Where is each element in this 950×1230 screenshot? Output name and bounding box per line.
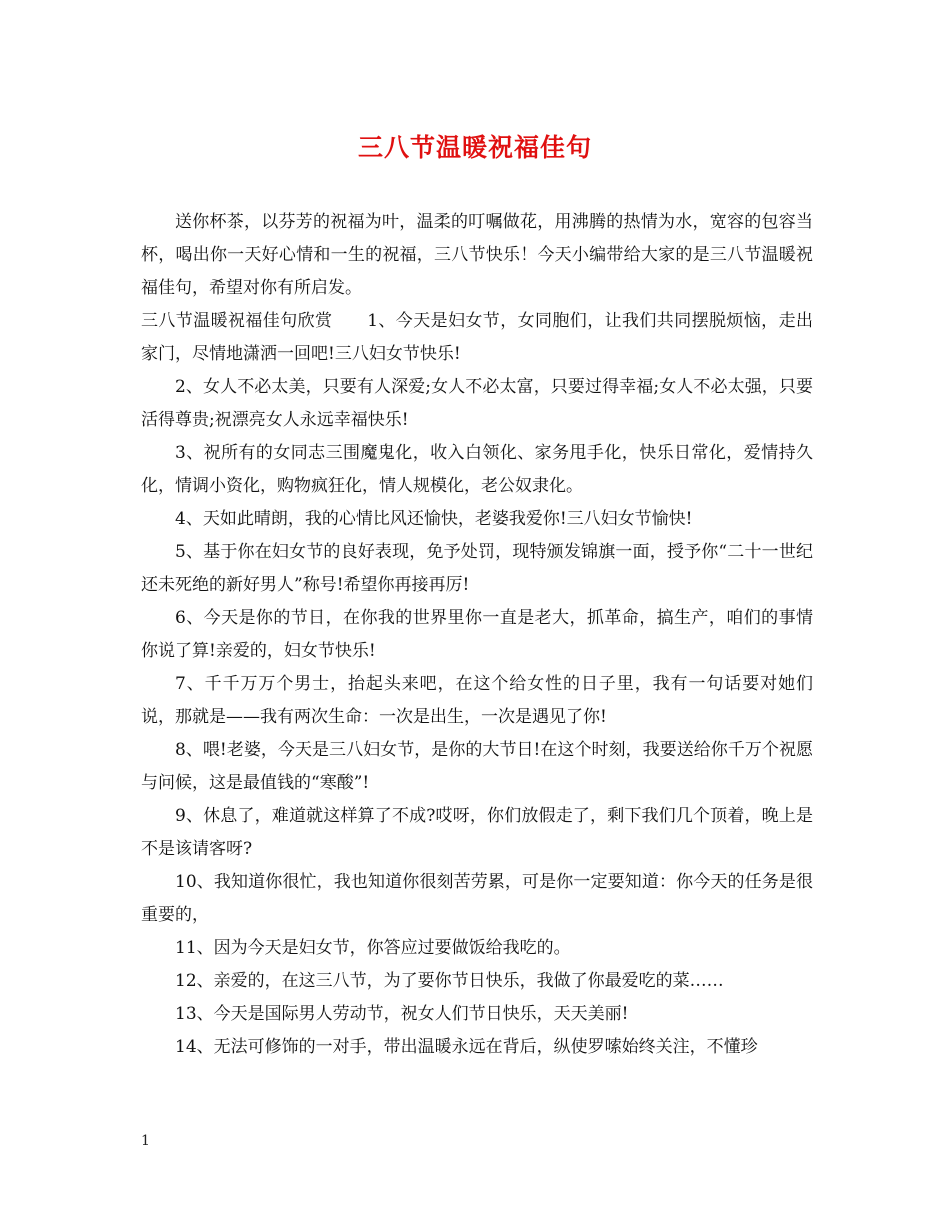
paragraph-7: 7、千千万万个男士，抬起头来吧，在这个给女性的日子里，我有一句话要对她们说，那就是——我有两次生命：一次是出生，一次是遇见了你! <box>141 674 813 727</box>
paragraph-9: 9、休息了，难道就这样算了不成?哎呀，你们放假走了，剩下我们几个顶着，晚上是不是该请客呀? <box>141 806 813 859</box>
paragraph-3: 3、祝所有的女同志三围魔鬼化，收入白领化、家务甩手化，快乐日常化，爱情持久化，情调小资化，购物疯狂化，情人规模化，老公奴隶化。 <box>141 443 813 496</box>
paragraph-14: 14、无法可修饰的一对手，带出温暖永远在背后，纵使罗嗦始终关注，不懂珍 <box>175 1037 758 1057</box>
paragraph-11: 11、因为今天是妇女节，你答应过要做饭给我吃的。 <box>175 938 571 958</box>
document-title: 三八节温暖祝福佳句 <box>357 133 592 162</box>
paragraph-5: 5、基于你在妇女节的良好表现，免予处罚，现特颁发锦旗一面，授予你“二十一世纪还未死绝的新好男人”称号!希望你再接再厉! <box>141 542 813 595</box>
document-body <box>141 206 813 1064</box>
paragraph-4: 4、天如此晴朗，我的心情比风还愉快，老婆我爱你!三八妇女节愉快! <box>175 509 693 529</box>
paragraph-intro: 送你杯茶，以芬芳的祝福为叶，温柔的叮嘱做花，用沸腾的热情为水，宽容的包容当杯，喝出你一天好心情和一生的祝福，三八节快乐！今天小编带给大家的是三八节温暖祝福佳句，希望对你有所启发。 <box>141 212 813 298</box>
paragraph-8: 8、喂!老婆，今天是三八妇女节，是你的大节日!在这个时刻，我要送给你千万个祝愿与问候，这是最值钱的“寒酸”! <box>141 740 813 793</box>
paragraph-12: 12、亲爱的，在这三八节，为了要你节日快乐，我做了你最爱吃的菜…… <box>175 971 724 991</box>
paragraph-2: 2、女人不必太美，只要有人深爱;女人不必太富，只要过得幸福;女人不必太强，只要活得尊贵;祝漂亮女人永远幸福快乐! <box>141 377 813 430</box>
paragraph-13: 13、今天是国际男人劳动节，祝女人们节日快乐，天天美丽! <box>175 1004 629 1024</box>
paragraph-10: 10、我知道你很忙，我也知道你很刻苦劳累，可是你一定要知道：你今天的任务是很重要的， <box>141 872 813 925</box>
paragraph-1: 三八节温暖祝福佳句欣赏 1、今天是妇女节，女同胞们，让我们共同摆脱烦恼，走出家门，尽情地潇洒一回吧!三八妇女节快乐! <box>141 311 813 364</box>
page-number: 1 <box>141 1133 150 1149</box>
paragraph-6: 6、今天是你的节日，在你我的世界里你一直是老大，抓革命，搞生产，咱们的事情你说了算!亲爱的，妇女节快乐! <box>141 608 813 661</box>
